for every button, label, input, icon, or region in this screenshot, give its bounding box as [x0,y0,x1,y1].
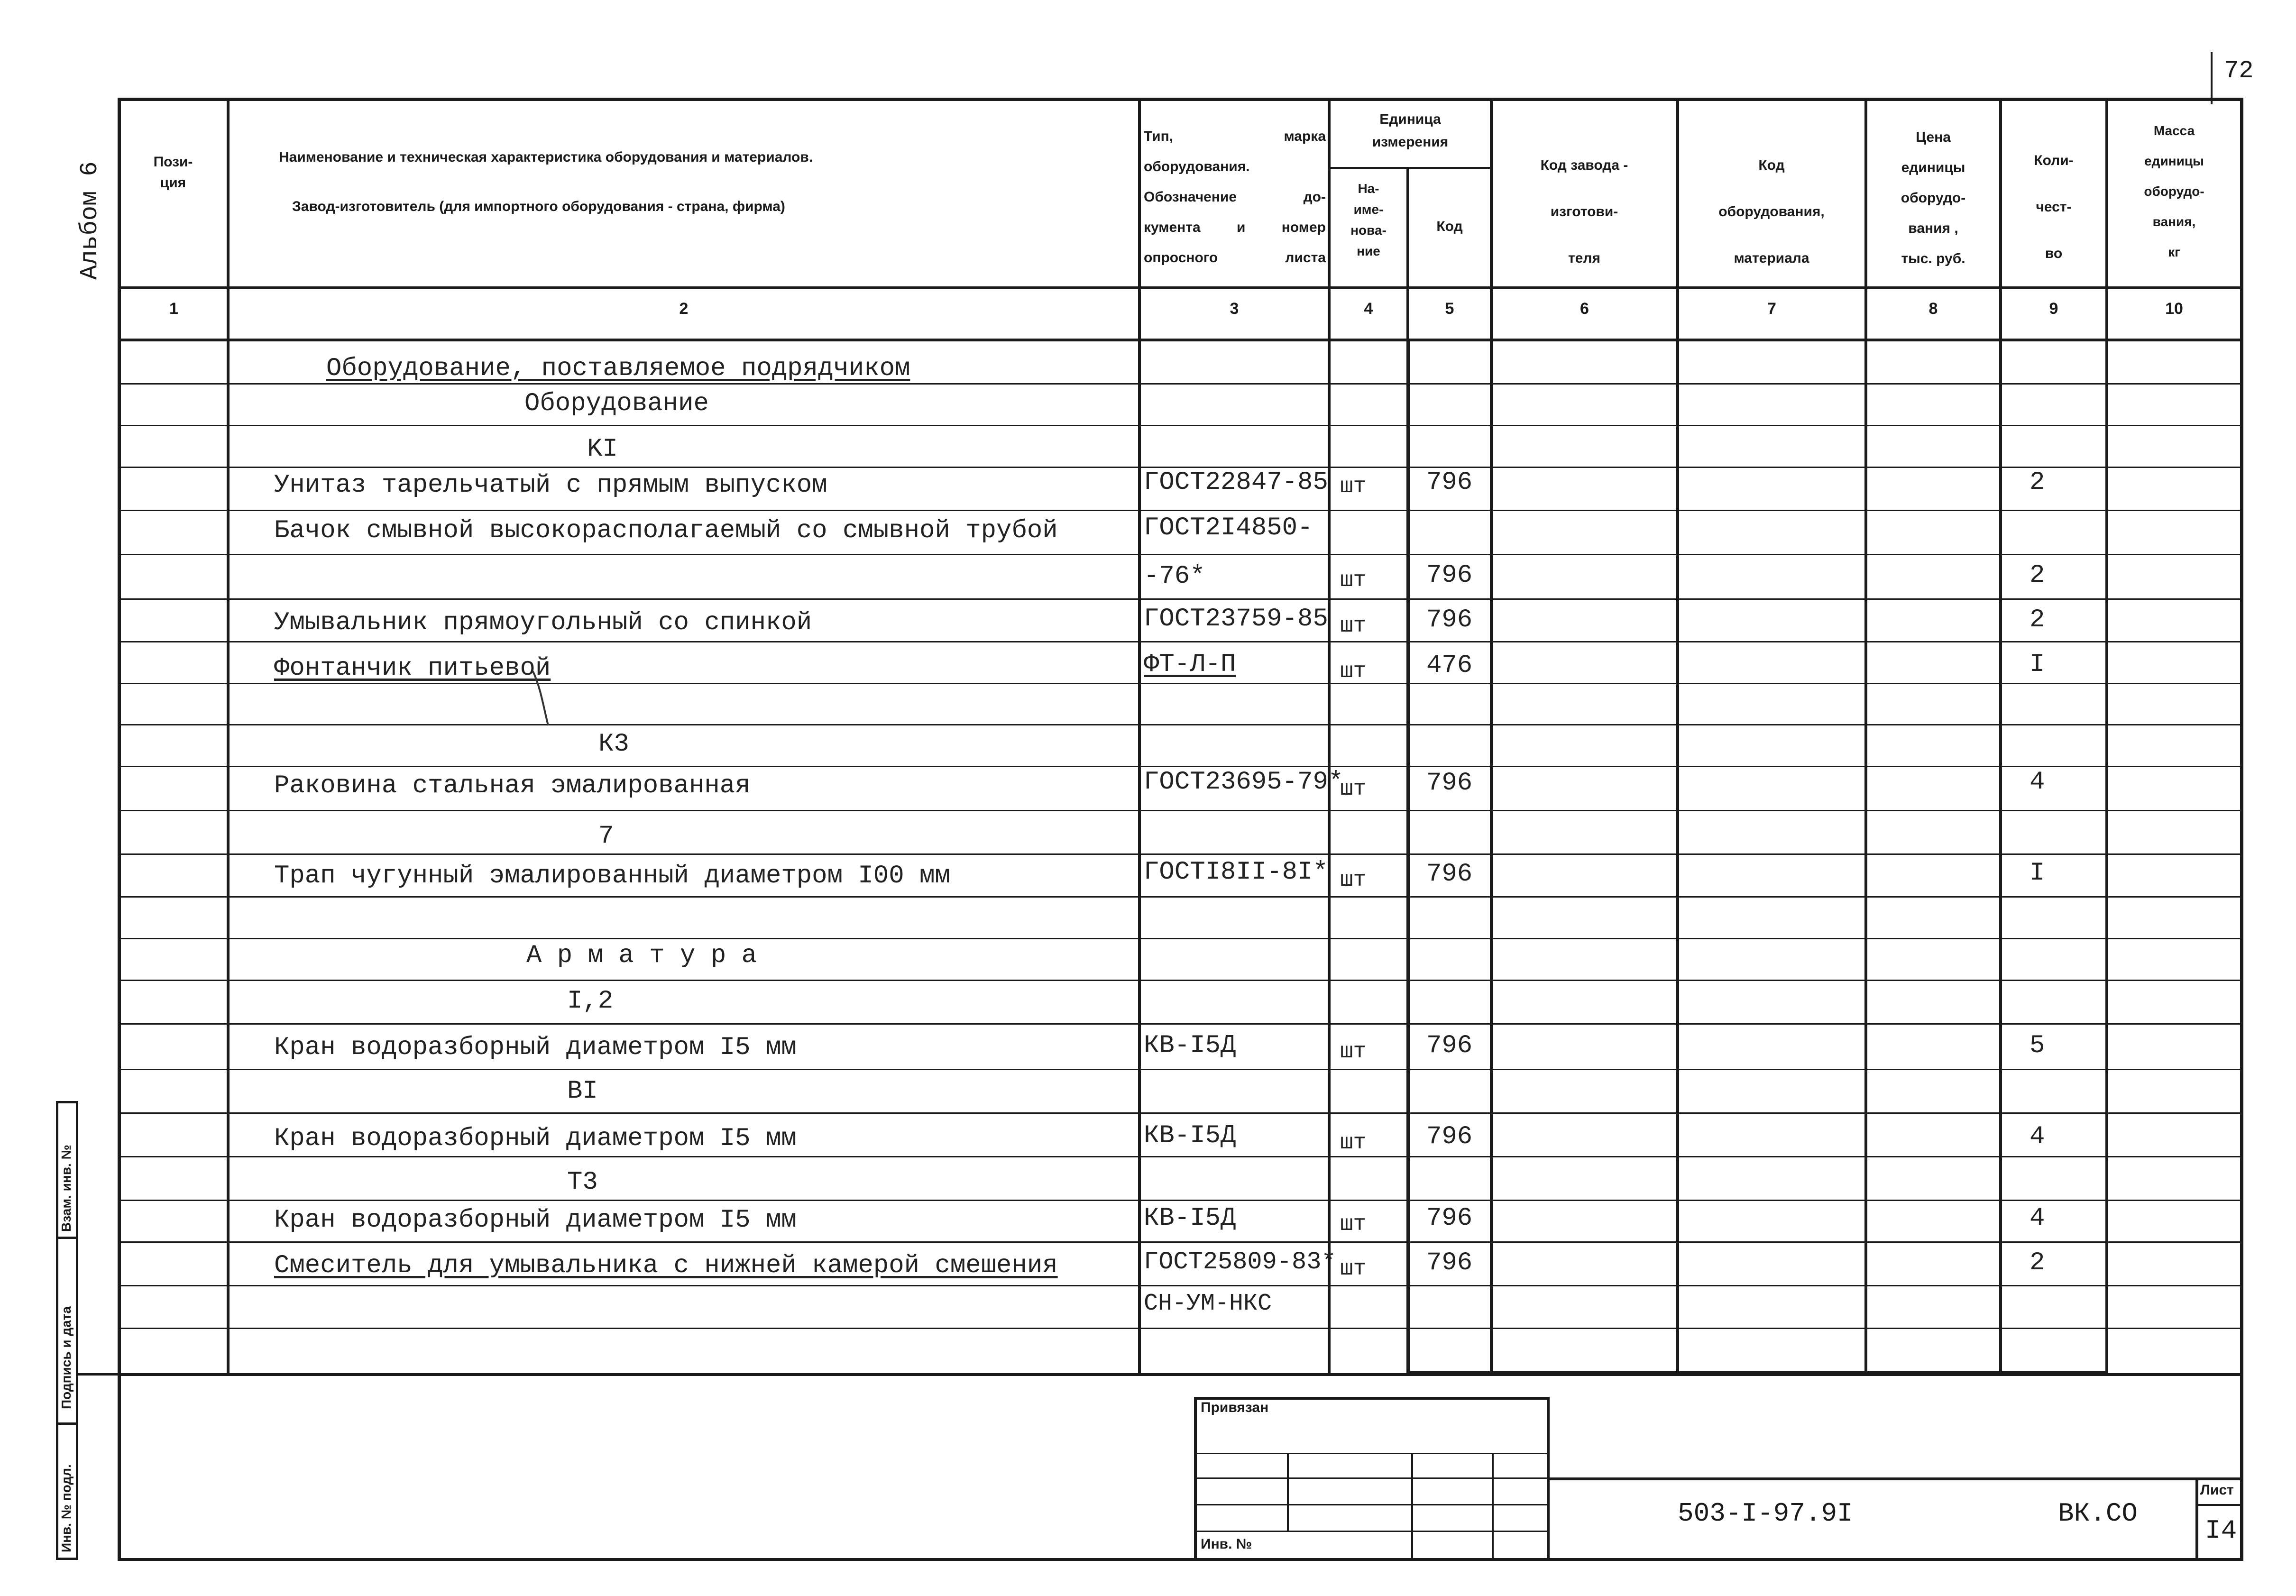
table-row-code: 796 [1426,561,1473,590]
header-unit-group: Единица измерения [1372,111,1449,150]
table-row-name: Оборудование [524,389,709,418]
header-type: Тип, марка оборудования. Обозначение до- кумента и номер опросного листа [1144,128,1326,266]
column-number-3: 3 [1230,300,1239,318]
table-row-unit: шт [1340,474,1367,499]
table-row-qty: 2 [2030,468,2045,497]
table-row-name: Оборудование, поставляемое подрядчиком [326,354,910,383]
table-row-type: -76* [1144,562,1205,591]
header-price: Цена единицы оборудо- вания , тыс. руб. [1901,129,1966,266]
album-label: Альбом 6 [76,161,104,280]
table-row-code: 796 [1426,769,1473,798]
table-row-unit: шт [1340,1212,1367,1237]
table-row-name: Кран водоразборный диаметром I5 мм [274,1033,797,1062]
table-row-code: 796 [1426,468,1473,497]
page-number-divider [2211,52,2213,104]
sheet-label: Лист [2200,1482,2234,1498]
column-number-6: 6 [1580,300,1589,318]
header-name-line1: Наименование и техническая характеристика оборудования и материалов. [279,149,813,165]
table-row-qty: I [2030,859,2045,888]
stamp-inv-podl: Инв. № подл. [59,1464,73,1552]
header-material-code: Код оборудования, материала [1718,157,1825,266]
table-row-unit: шт [1340,568,1367,593]
table-row-name: 7 [598,822,614,851]
table-row-code: 796 [1426,605,1473,634]
table-row-name: Т3 [567,1168,598,1197]
table-row-qty: 5 [2030,1031,2045,1060]
table-row-code: 796 [1426,1248,1473,1277]
table-row-name: I,2 [567,987,614,1016]
document-code: 503-I-97.9I [1678,1498,1853,1529]
table-row-name: Унитаз тарельчатый с прямым выпуском [274,471,827,500]
header-mass: Масса единицы оборудо- вания, кг [2144,123,2204,259]
table-row-unit: шт [1340,659,1367,684]
table-row-type: ГОСТ23695-79* [1144,768,1344,797]
table-row-qty: I [2030,650,2045,679]
table-row-type: СН-УМ-НКС [1144,1290,1272,1317]
table-row-unit: шт [1340,777,1367,801]
table-row-unit: шт [1340,1257,1367,1281]
table-row-name: Трап чугунный эмалированный диаметром I00 мм [274,862,950,890]
table-row-name: Умывальник прямоугольный со спинкой [274,608,812,637]
table-row-qty: 2 [2030,561,2045,590]
table-row-qty: 2 [2030,1248,2045,1277]
column-number-4: 4 [1364,300,1373,318]
column-number-9: 9 [2049,300,2058,318]
table-row-name: KI [587,435,618,464]
table-row-name: Раковина стальная эмалированная [274,771,751,800]
pen-mark [531,669,560,730]
table-row-type: КВ-I5Д [1144,1121,1236,1150]
table-row-code: 476 [1426,651,1473,680]
table-row-qty: 2 [2030,605,2045,634]
inv-no-label: Инв. № [1201,1536,1252,1552]
column-number-7: 7 [1767,300,1776,318]
table-row-code: 796 [1426,1204,1473,1233]
column-number-5: 5 [1445,300,1454,318]
table-row-code: 796 [1426,860,1473,889]
table-row-unit: шт [1340,1130,1367,1155]
header-factory-code: Код завода - изготови- теля [1540,157,1628,266]
table-row-unit: шт [1340,868,1367,892]
table-row-type: ГОСТ23759-85 [1144,605,1328,633]
page-number: 72 [2224,57,2254,85]
table-row-type: ГОСТ2I4850- [1144,514,1313,542]
table-row-type: ФТ-Л-П [1144,650,1236,679]
table-row-type: КВ-I5Д [1144,1031,1236,1060]
document-mark: ВК.СО [2058,1498,2138,1529]
header-position: Пози- ция [153,154,193,191]
table-row-qty: 4 [2030,768,2045,797]
table-row-unit: шт [1340,614,1367,638]
table-row-type: ГОСТ25809-83* [1144,1248,1336,1276]
stamp-podpis: Подпись и дата [59,1306,73,1409]
table-row-unit: шт [1340,1039,1367,1064]
table-row-code: 796 [1426,1122,1473,1151]
header-quantity: Коли- чест- во [2034,153,2074,261]
table-row-type: ГОСТ22847-85 [1144,468,1328,497]
table-row-qty: 4 [2030,1204,2045,1233]
table-row-name: Кран водоразборный диаметром I5 мм [274,1124,797,1153]
sheet-number: I4 [2205,1515,2237,1546]
column-number-1: 1 [169,300,178,318]
table-row-name: К3 [598,730,629,759]
table-row-name: BI [567,1077,598,1106]
header-unit-name: На- име- нова- ние [1350,181,1387,258]
table-row-qty: 4 [2030,1122,2045,1151]
table-row-name: Кран водоразборный диаметром I5 мм [274,1206,797,1235]
stamp-vzam: Взам. инв. № [59,1145,73,1232]
column-number-8: 8 [1929,300,1938,318]
table-row-name: Бачок смывной высокорасполагаемый со смывной трубой [274,516,1058,545]
header-unit-code: Код [1436,219,1463,234]
table-row-type: КВ-I5Д [1144,1204,1236,1233]
table-row-type: ГОСТI8II-8I* [1144,858,1328,887]
column-number-2: 2 [679,300,689,318]
table-row-code: 796 [1426,1031,1473,1060]
header-name-line2: Завод-изготовитель (для импортного оборудования - страна, фирма) [292,199,785,214]
table-row-name: Смеситель для умывальника с нижней камерой смешения [274,1251,1058,1280]
column-number-10: 10 [2165,300,2183,318]
table-row-name: Фонтанчик питьевой [274,654,551,683]
privyazan-label: Привязан [1201,1400,1269,1415]
table-row-name: А р м а т у р а [526,941,757,970]
